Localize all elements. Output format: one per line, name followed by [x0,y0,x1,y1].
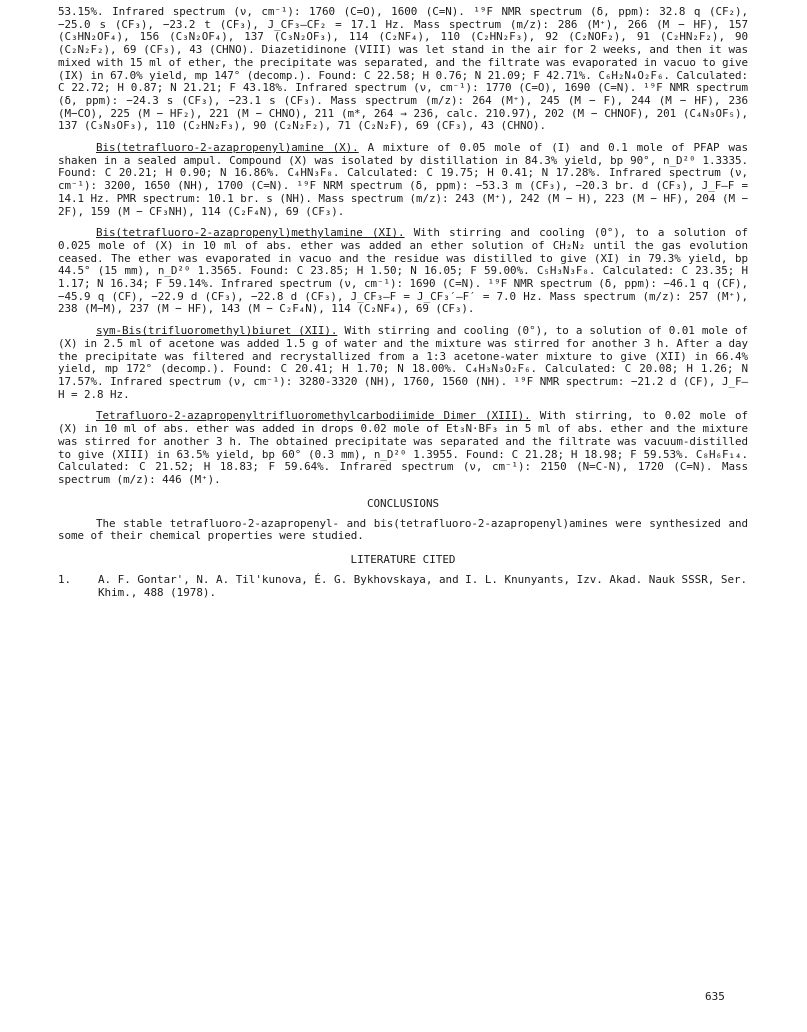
compound-xiii-title: Tetrafluoro-2-azapropenyltrifluoromethylcarbodiimide Dimer (XIII). [96,409,531,423]
paragraph-compound-xiii [58,410,748,486]
paragraph-compound-xii [58,325,748,401]
conclusions-text: The stable tetrafluoro-2-azapropenyl- and bis(tetrafluoro-2-azapropenyl)amines were synthesized and some of their chemical properties were studied. [58,516,748,543]
compound-xi-text: With stirring and cooling (0°), to a solution of 0.025 mole of (X) in 10 ml of abs. ether was added an ether solution of CH₂N₂ until the gas evolution ceased. The ether was evaporated in vacuo and the residue was distilled to give (XI) in 79.3% yield, bp 44.5° (15 mm), n_D²⁰ 1.3565. Found: C 23.85; H 1.50; N 16.05; F 59.00%. C₅H₃N₃F₈. Calculated: C 23.35; H 1.17; N 16.34; F 59.14%. Infrared spectrum (ν, cm⁻¹): 1690 (C=N). ¹⁹F NMR spectrum (δ, ppm): −46.1 q (CF), −45.9 q (CF), −22.9 d (CF₃), −22.8 d (CF₃), J_CF₃–F = J_CF₃′–F′ = 7.0 Hz. Mass spectrum (m/z): 257 (M⁺), 238 (M−M), 237 (M − HF), 143 (M − C₂F₄N), 114 (C₂NF₄), 69 (CF₃). [58,226,748,316]
paragraph-compound-x [58,142,748,218]
compound-xii-title: sym-Bis(trifluoromethyl)biuret (XII). [96,324,338,338]
compound-xi-title: Bis(tetrafluoro-2-azapropenyl)methylamine (XI). [96,226,405,240]
paragraph-continued: 53.15%. Infrared spectrum (ν, cm⁻¹): 1760 (C=O), 1600 (C=N). ¹⁹F NMR spectrum (δ, ppm): 32.8 q (CF₂), −25.0 s (CF₃), −23.2 t (CF₃), J_CF₃–CF₂ = 17.1 Hz. Mass spectrum (m/z): 286 (M⁺), 266 (M − HF), 157 (C₃HN₂OF₄), 156 (C₃N₂OF₄), 137 (C₃N₂OF₃), 114 (C₂NF₄), 110 (C₂HN₂F₃), 92 (C₂NOF₂), 91 (C₂HN₂F₂), 90 (C₂N₂F₂), 69 (CF₃), 43 (CHNO). Diazetidinone (VIII) was let stand in the air for 2 weeks, and then it was mixed with 15 ml of ether, the precipitate was separated, and the filtrate was evaporated in vacuo to give (IX) in 67.0% yield, mp 147° (decomp.). Found: C 22.58; H 0.76; N 21.09; F 42.71%. C₆H₂N₄O₂F₆. Calculated: C 22.72; H 0.87; N 21.21; F 43.18%. Infrared spectrum (ν, cm⁻¹): 1770 (C=O), 1690 (C=N). ¹⁹F NMR spectrum (δ, ppm): −24.3 s (CF₃), −23.1 s (CF₃). Mass spectrum (m/z): 264 (M⁺), 245 (M − F), 244 (M − HF), 236 (M−CO), 225 (M − HF₂), 221 (M − CHNO), 211 (m*, 264 → 236, calc. 210.97), 202 (M − CHNOF), 201 (C₄N₃OF₅), 137 (C₃N₃OF₃), 110 (C₂HN₂F₃), 90 (C₂N₂F₂), 71 (C₂N₂F), 69 (CF₃), 43 (CHNO). [58,5,748,133]
reference-text: A. F. Gontar', N. A. Til'kunova, É. G. Bykhovskaya, and I. L. Knunyants, Izv. Akad. Nauk SSSR, Ser. Khim., 488 (1978). [98,573,748,599]
paragraph-compound-xi [58,227,748,316]
reference-item [58,574,748,599]
compound-xiii-text: With stirring, to 0.02 mole of (X) in 10 ml of abs. ether was added in drops 0.02 mole of Et₃N·BF₃ in 5 ml of abs. ether and the mixture was stirred for another 3 h. The obtained precipitate was separated and the filtrate was vacuum-distilled to give (XIII) in 63.5% yield, bp 60° (0.3 mm), n_D²⁰ 1.3955. Found: C 21.28; H 18.98; F 59.53%. C₈H₆F₁₄. Calculated: C 21.52; H 18.83; F 59.64%. Infrared spectrum (ν, cm⁻¹): 2150 (N=C-N), 1720 (C=N). Mass spectrum (m/z): 446 (M⁺). [58,409,748,486]
compound-x-text: A mixture of 0.05 mole of (I) and 0.1 mole of PFAP was shaken in a sealed ampul. Compound (X) was isolated by distillation in 84.3% yield, bp 90°, n_D²⁰ 1.3335. Found: C 20.21; H 0.90; N 16.86%. C₄HN₃F₈. Calculated: C 19.75; H 0.41; N 17.28%. Infrared spectrum (ν, cm⁻¹): 3200, 1650 (NH), 1700 (C=N). ¹⁹F NRM spectrum (δ, ppm): −53.3 m (CF₃), −20.3 br. d (CF₃), J_F–F = 14.1 Hz. PMR spectrum: 10.1 br. s (NH). Mass spectrum (m/z): 243 (M⁺), 242 (M − H), 223 (M − HF), 204 (M − 2F), 159 (M − CF₃NH), 114 (C₂F₄N), 69 (CF₃). [58,141,748,218]
paper-page [58,6,748,599]
compound-xii-text: With stirring and cooling (0°), to a solution of 0.01 mole of (X) in 2.5 ml of acetone was added 1.5 g of water and the mixture was stirred for another 3 h. After a day the precipitate was filtered and recrystallized from a 1:3 acetone-water mixture to give (XII) in 66.4% yield, mp 172° (decomp.). Found: C 20.41; H 1.70; N 18.00%. C₄H₃N₃O₂F₆. Calculated: C 20.08; H 1.26; N 17.57%. Infrared spectrum (ν, cm⁻¹): 3280-3320 (NH), 1760, 1560 (NH). ¹⁹F NMR spectrum: −21.2 d (CF), J_F–H = 2.8 Hz. [58,324,749,401]
conclusions-heading: CONCLUSIONS [366,496,440,510]
reference-number: 1. [58,573,72,587]
literature-heading: LITERATURE CITED [350,553,456,567]
page-number: 635 [705,990,725,1003]
compound-x-title: Bis(tetrafluoro-2-azapropenyl)amine (X). [96,141,359,155]
